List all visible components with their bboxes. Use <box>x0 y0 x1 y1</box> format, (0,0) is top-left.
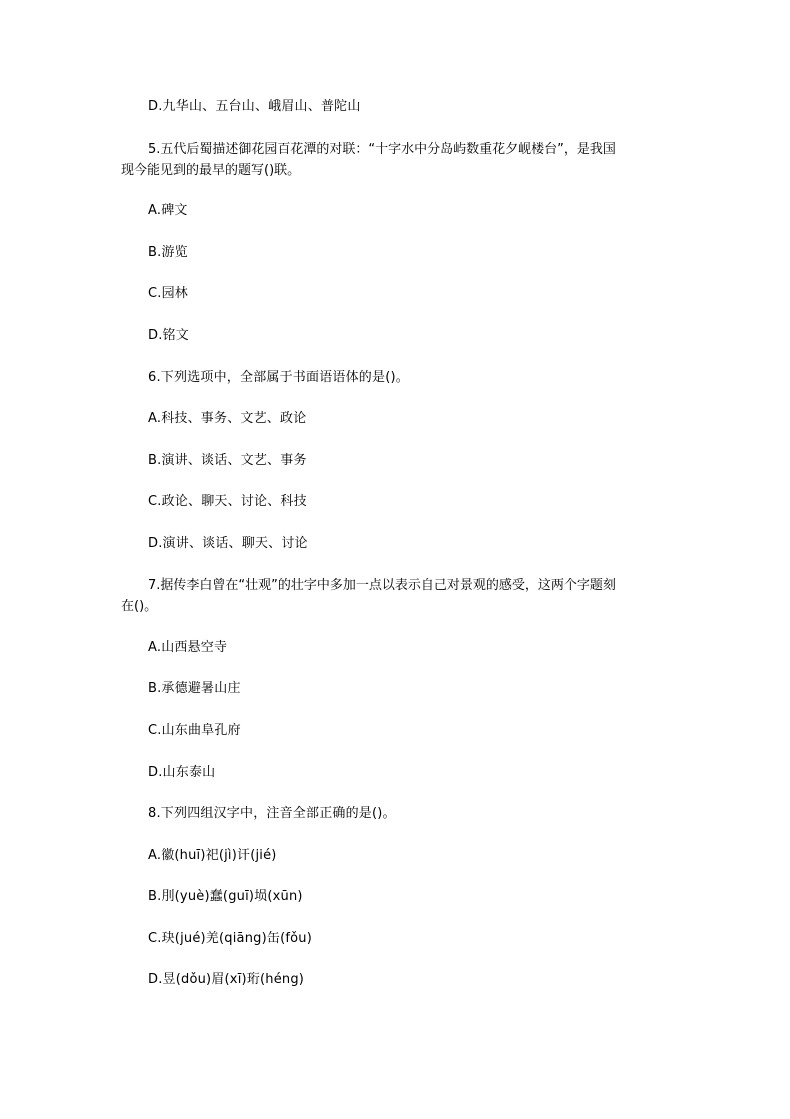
q7-option-a: A.山西悬空寺 <box>148 640 228 655</box>
q8-option-b: B.刖(yuè)蠢(guī)埙(xūn) <box>148 889 303 904</box>
q7-option-d: D.山东泰山 <box>148 765 216 780</box>
q8-stem: 8.下列四组汉字中，注音全部正确的是()。 <box>148 806 396 821</box>
q6-option-b: B.演讲、谈话、文艺、事务 <box>148 453 307 468</box>
q7-option-b: B.承德避暑山庄 <box>148 681 241 696</box>
q5-option-b: B.游览 <box>148 245 188 260</box>
q5-stem-line1: 5.五代后蜀描述御花园百花潭的对联：“十字水中分岛屿数重花夕岘楼台”，是我国 <box>148 142 616 157</box>
q7-option-c: C.山东曲阜孔府 <box>148 723 241 738</box>
q5-option-d: D.铭文 <box>148 328 189 343</box>
q5-option-a: A.碑文 <box>148 203 188 218</box>
q8-option-a: A.徽(huī)祀(jì)讦(jié) <box>148 848 277 863</box>
q8-option-c: C.玦(jué)羌(qiāng)缶(fǒu) <box>148 931 312 946</box>
q6-stem: 6.下列选项中，全部属于书面语语体的是()。 <box>148 370 409 385</box>
q7-stem <box>0 575 616 617</box>
q5-stem-line2: 现今能见到的最早的题写()联。 <box>121 163 301 178</box>
q7-stem-line2: 在()。 <box>121 599 158 614</box>
q6-option-c: C.政论、聊天、讨论、科技 <box>148 494 307 509</box>
q5-stem <box>0 139 616 181</box>
q8-option-d: D.昱(dǒu)眉(xī)珩(héng) <box>148 972 305 987</box>
q6-option-d: D.演讲、谈话、聊天、讨论 <box>148 536 308 551</box>
q5-option-c: C.园林 <box>148 286 189 301</box>
q6-option-a: A.科技、事务、文艺、政论 <box>148 411 307 426</box>
q7-stem-line1: 7.据传李白曾在“壮观”的壮字中多加一点以表示自己对景观的感受，这两个字题刻 <box>148 578 616 593</box>
q4-option-d: D.九华山、五台山、峨眉山、普陀山 <box>148 99 361 114</box>
